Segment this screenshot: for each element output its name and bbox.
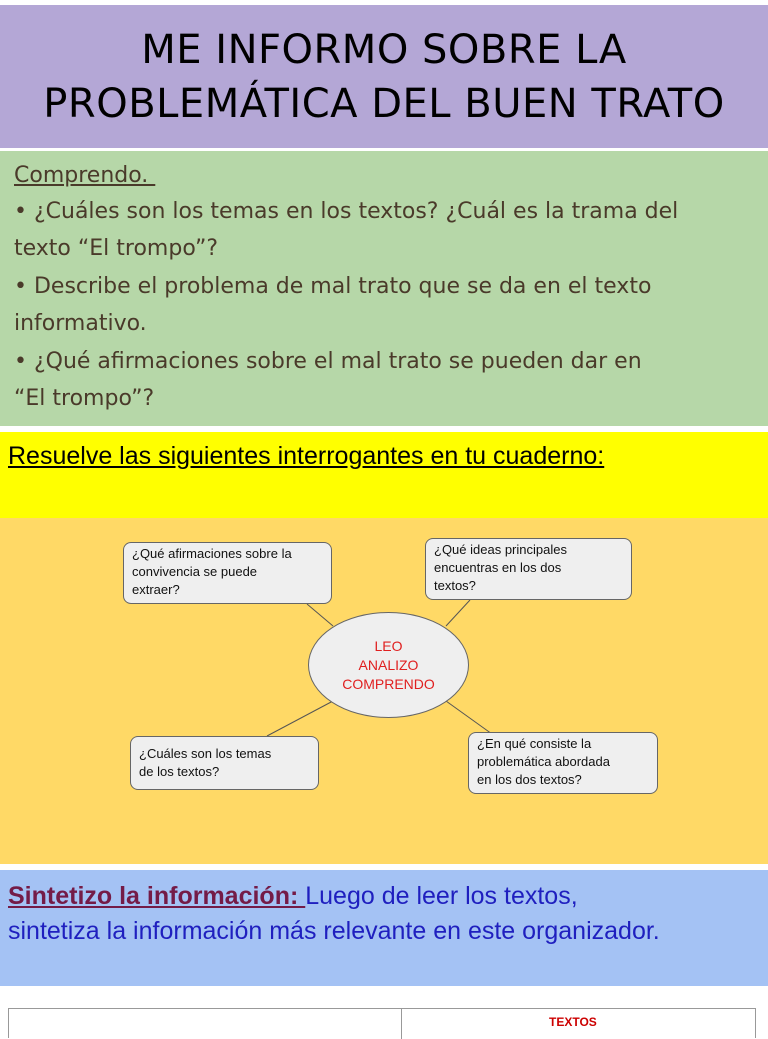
connector-top-right (446, 600, 470, 626)
sintetizo-line-2: sintetiza la información más relevante en este organizador. (8, 917, 660, 945)
bubble-line: de los textos? (139, 764, 220, 779)
comprendo-line: informativo. (14, 311, 147, 336)
question-bubble-problematica (468, 732, 658, 794)
bubble-line: en los dos textos? (477, 772, 582, 787)
sintetizo-line-1 (8, 882, 578, 911)
summary-table (8, 1008, 756, 1038)
bubble-line: ¿Qué afirmaciones sobre la (132, 546, 292, 561)
table-header-textos: TEXTOS (549, 1015, 597, 1029)
question-bubble-ideas (425, 538, 632, 600)
page-title-line-1: ME INFORMO SOBRE LA (141, 26, 627, 73)
center-oval (308, 612, 469, 718)
comprendo-line: • ¿Qué afirmaciones sobre el mal trato se pueden dar en (14, 349, 642, 374)
comprendo-line: • Describe el problema de mal trato que se da en el texto (14, 274, 652, 299)
comprendo-heading: Comprendo. (14, 163, 156, 188)
bubble-line: problemática abordada (477, 754, 610, 769)
bubble-line: ¿Qué ideas principales (434, 542, 567, 557)
comprendo-section (0, 151, 768, 426)
page-title-line-2: PROBLEMÁTICA DEL BUEN TRATO (43, 80, 725, 127)
comprendo-line: texto “El trompo”? (14, 236, 219, 261)
question-bubble-temas (130, 736, 319, 790)
bubble-line: encuentras en los dos (434, 560, 562, 575)
comprendo-line: • ¿Cuáles son los temas en los textos? ¿Cuál es la trama del (14, 199, 679, 224)
mind-map-organizer (0, 518, 768, 864)
sintetizo-section (0, 870, 768, 986)
title-banner (0, 5, 768, 148)
instruction-banner (0, 432, 768, 518)
sintetizo-text: Luego de leer los textos, (305, 882, 578, 910)
center-label: COMPRENDO (342, 675, 435, 692)
bubble-line: ¿Cuáles son los temas (139, 746, 272, 761)
connector-bottom-left (267, 701, 333, 736)
comprendo-line: “El trompo”? (14, 386, 155, 411)
instruction-text: Resuelve las siguientes interrogantes en tu cuaderno: (8, 442, 605, 470)
table-column-divider (401, 1009, 402, 1039)
center-label: ANALIZO (358, 656, 419, 673)
connector-top-left (307, 604, 333, 626)
bubble-line: textos? (434, 578, 476, 593)
center-label: LEO (374, 637, 403, 654)
bubble-line: ¿En qué consiste la (477, 736, 592, 751)
sintetizo-heading: Sintetizo la información: (8, 882, 306, 910)
bubble-line: convivencia se puede (132, 564, 258, 579)
question-bubble-convivencia (123, 542, 332, 604)
connector-bottom-right (446, 701, 492, 734)
bubble-line: extraer? (132, 582, 180, 597)
